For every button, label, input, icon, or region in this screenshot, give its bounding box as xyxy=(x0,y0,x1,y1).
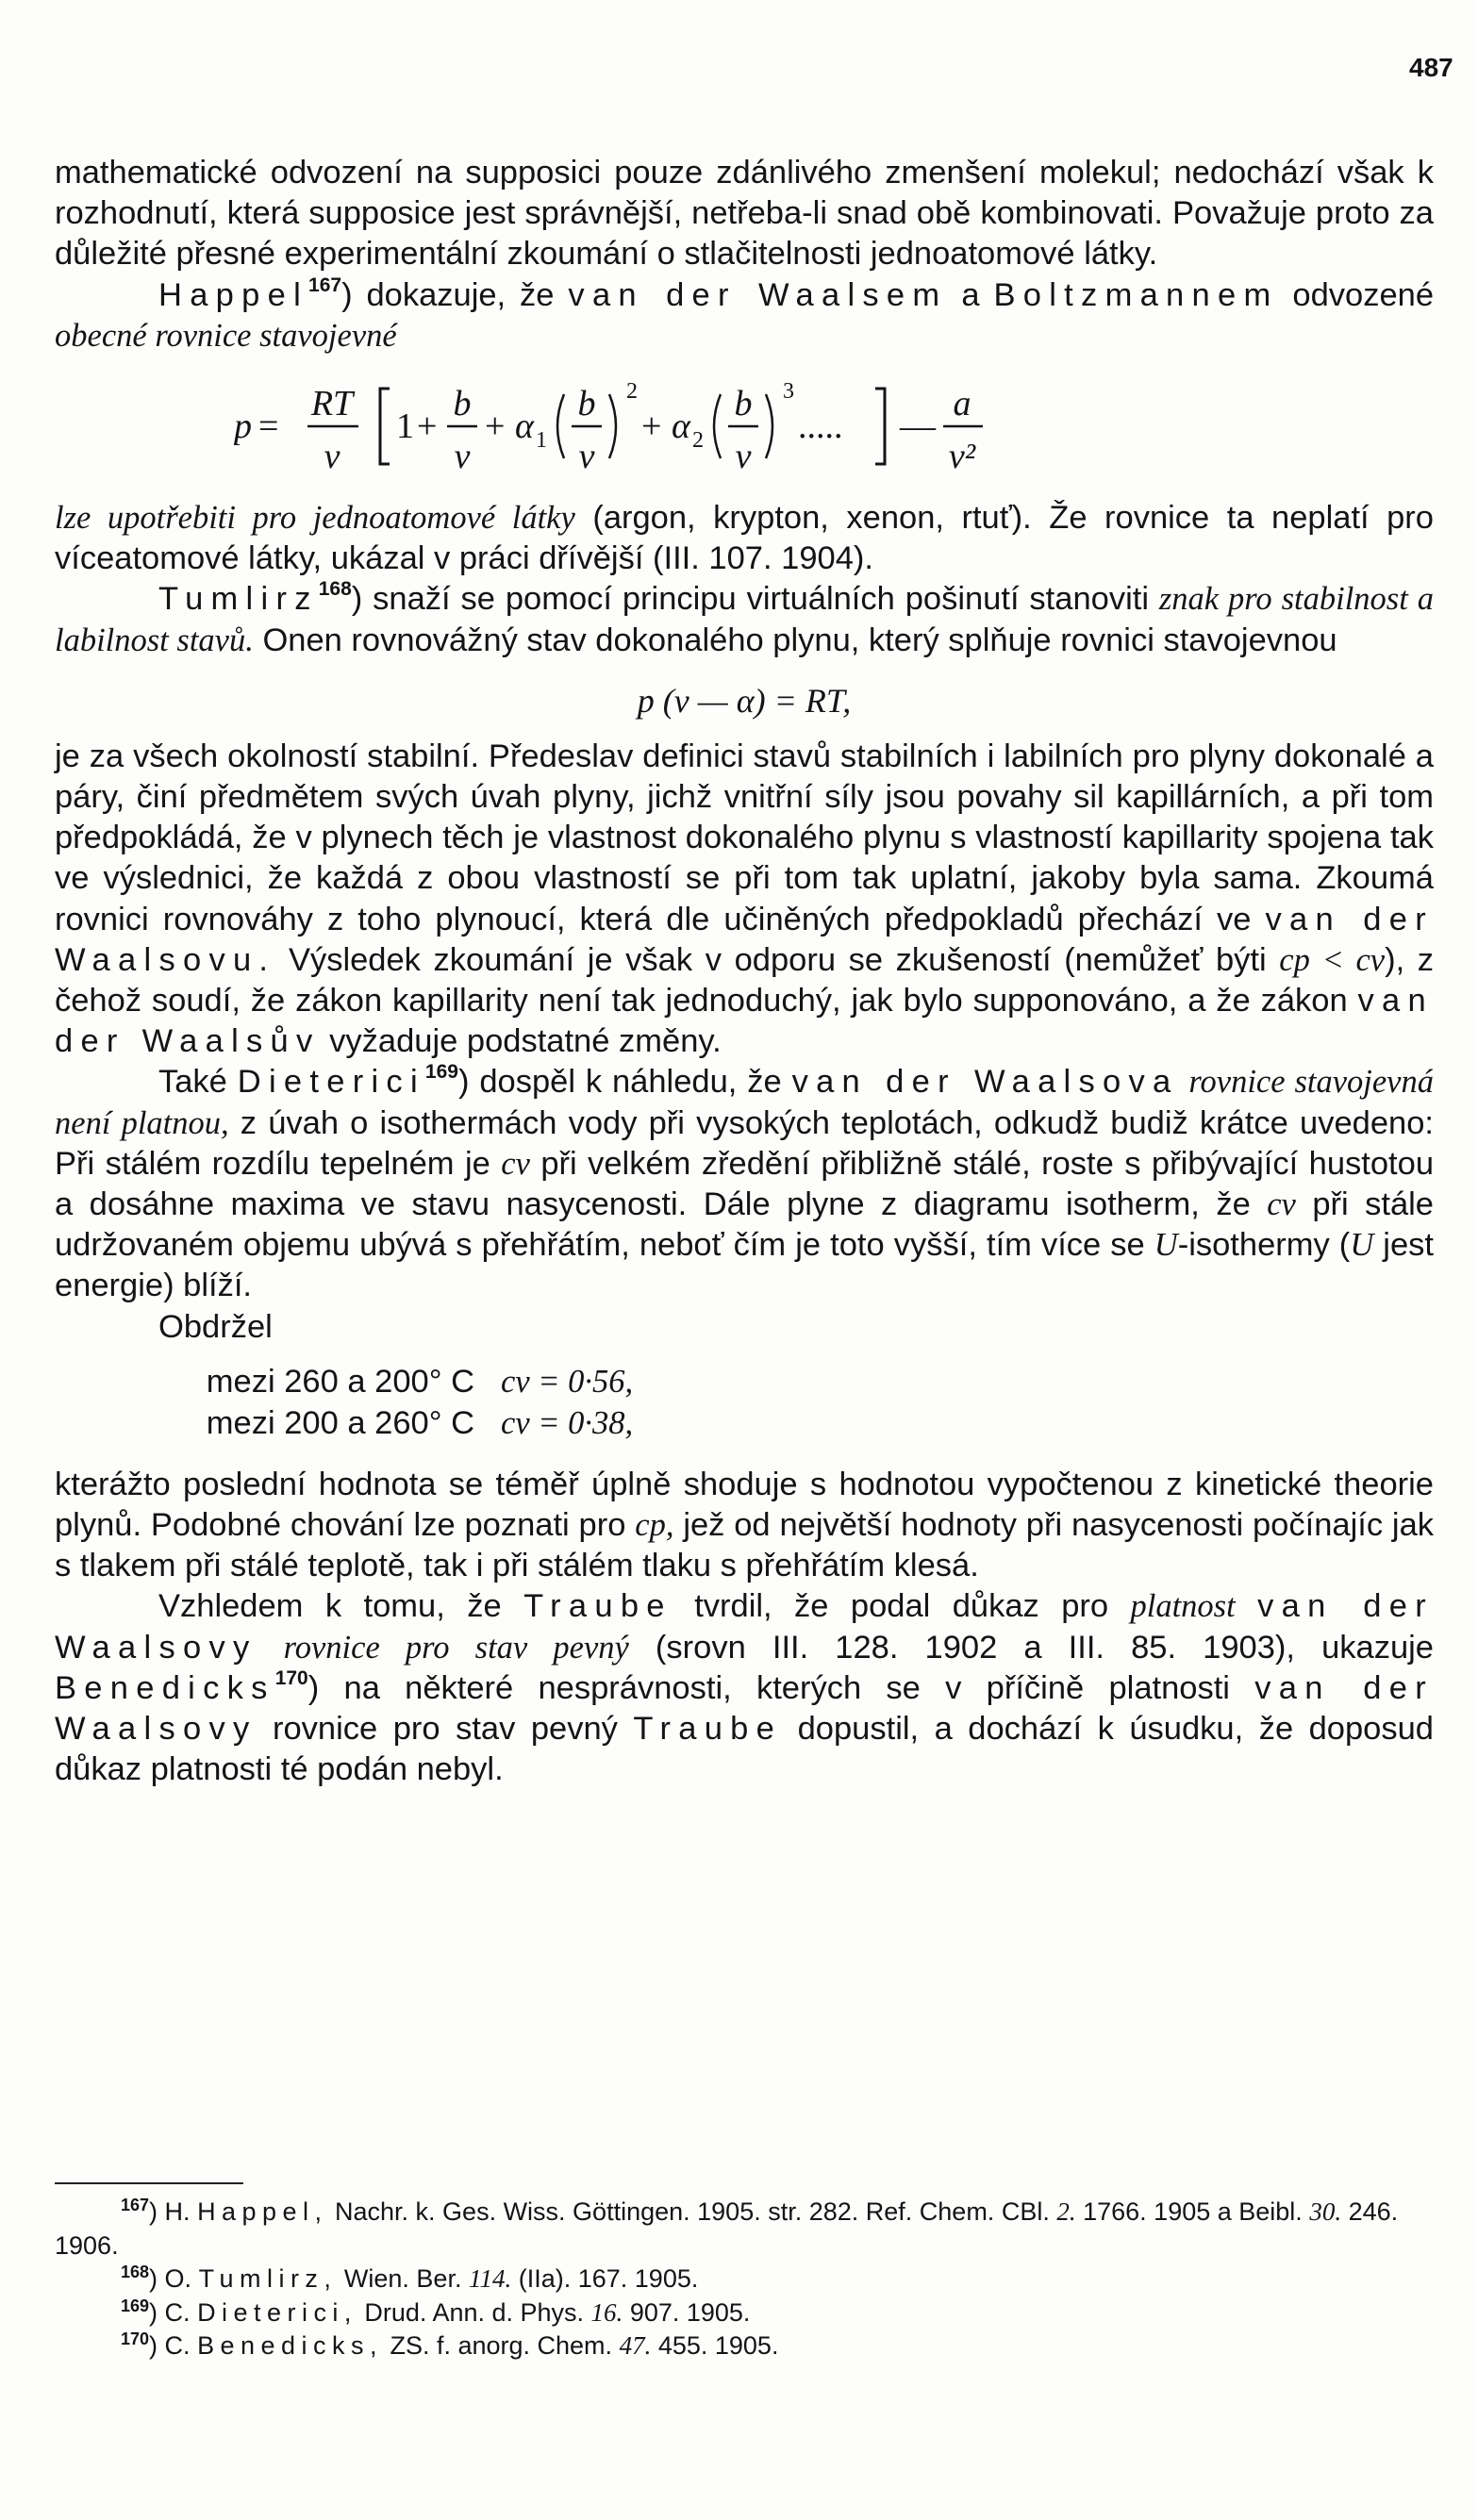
eq-alpha-2: α xyxy=(672,406,690,447)
paragraph-7: kterážto poslední hodnota se téměř úplně shoduje s hodnotou vypočtenou z kinetické theorie plynů. Podobné chování lze poznati pro cp, jež od největší hodnoty při nasycenosti počínajíc jak s tlakem při stálé teplotě, tak i při stálém tlaku s přehřátím klesá. xyxy=(55,1466,1435,1584)
author-happel: Happel xyxy=(158,276,309,313)
footnote-169: $^{169}$) C. Dieterici, Drud. Ann. d. Phys. 16. 907. 1905. xyxy=(121,2296,751,2327)
eq-v-4: v xyxy=(735,437,752,477)
ref-168: 168 xyxy=(318,578,352,601)
eq-v-1: v xyxy=(324,437,340,477)
inequality-cp-cv: cp < cv xyxy=(1279,941,1386,978)
author-van-der-waals: van der Waalsem xyxy=(568,276,948,313)
emphasis-platnost: platnost xyxy=(1130,1588,1236,1625)
equation-state xyxy=(55,356,1434,498)
eq-v-squared: v² xyxy=(948,437,976,477)
eq-v-3: v xyxy=(578,437,595,477)
eq-p: p xyxy=(234,406,252,447)
paragraph-3: lze upotřebiti pro jednoatomové látky (argon, krypton, xenon, rtuť). Že rovnice ta neplatí pro víceatomové látky, ukázal v práci dřívější (III. 107. 1904). xyxy=(55,500,1434,577)
author-boltzmann: Boltzmannem xyxy=(993,276,1279,313)
eq-sub-1: 1 xyxy=(536,428,547,454)
footnotes xyxy=(55,2196,1434,2363)
page-number: 487 xyxy=(1409,53,1453,82)
footnote-168: $^{168}$) O. Tumlirz, Wien. Ber. 114. (IIa). 167. 1905. xyxy=(121,2263,699,2293)
eq-rt: RT xyxy=(310,384,354,424)
eq-sub-2: 2 xyxy=(692,428,704,454)
paragraph-6: Také Dieterici$^{169}$) dospěl k náhledu, že van der Waalsova rovnice stavojevná není platnou, z úvah o isothermách vody při vysokých teplotách, odkudž budiž krátce uvedeno: Při stálém rozdílu tepelném je cv při velkém zředění přibližně stálé, roste s přibývající hustotou a dosáhne maxima ve stavu nasycenosti. Dále plyne z diagramu isotherm, že cv při stále udržovaném objemu ubývá s přehřátím, neboť čím je toto vyšší, tím více se U-isothermy (U jest energie) blíží. xyxy=(55,1061,1435,1304)
equation-ideal-gas: p (v — α) = RT, xyxy=(637,681,852,720)
eq-v-2: v xyxy=(454,437,471,477)
emphasis-obecne-rovnice: obecné rovnice stavojevné xyxy=(55,317,397,354)
measurement-range: mezi 260 a 200° C xyxy=(206,1363,474,1400)
emphasis-znak: znak pro stabilnost a labilnost stavů. xyxy=(55,581,1434,658)
measurement-value: cv = 0·56, xyxy=(501,1363,634,1400)
footnote-167: $^{167}$) H. Happel, Nachr. k. Ges. Wiss. Göttingen. 1905. str. 282. Ref. Chem. CBl. 2. 1766. 1905 a Beibl. 30. 246. 1906. xyxy=(55,2196,1399,2260)
measurement-row xyxy=(55,1402,1434,1444)
measurement-range: mezi 200 a 260° C xyxy=(206,1404,474,1441)
symbol-cp: cp, xyxy=(635,1507,674,1544)
emphasis-rovnice-pevny: rovnice pro stav pevný xyxy=(283,1629,629,1666)
eq-exp-3: 3 xyxy=(783,379,794,405)
emphasis-jednoatomove: lze upotřebiti pro jednoatomové látky xyxy=(55,500,575,537)
eq-plus-2: + xyxy=(485,406,506,447)
measurement-value: cv = 0·38, xyxy=(501,1404,634,1441)
eq-plus-1: + xyxy=(417,406,438,447)
author-dieterici: Dieterici xyxy=(237,1064,425,1101)
equation-svg xyxy=(234,368,1328,490)
symbol-cv-2: cv xyxy=(1267,1186,1296,1223)
eq-minus: — xyxy=(900,406,936,447)
eq-a: a xyxy=(953,384,971,424)
eq-paren-open-1 xyxy=(557,394,564,458)
eq-paren-close-1 xyxy=(609,394,616,458)
eq-bracket-left xyxy=(380,389,390,464)
eq-b-1: b xyxy=(453,384,472,424)
author-van-der-waals-3: van der Waalsův xyxy=(55,983,1434,1060)
author-van-der-waals-6: van der Waalsovy xyxy=(55,1669,1434,1748)
eq-bracket-right xyxy=(875,389,885,464)
obdrzel-line: Obdržel xyxy=(158,1308,273,1345)
emphasis-rovnice-neni-platnou: rovnice stavojevná není platnou, xyxy=(55,1064,1434,1141)
ref-167: 167 xyxy=(308,274,342,296)
author-traube: Traube xyxy=(523,1588,673,1625)
measurement-row xyxy=(55,1361,1434,1402)
paragraph-5: je za všech okolností stabilní. Předeslav definici stavů stabilních i labilních pro plyny dokonalé a páry, činí předmětem svých úvah plyny, jichž vnitřní síly jsou povahy sil kapillárních, a při tom předpokládá, že v plynech těch je vlastnost dokonalého plynu s vlastností kapillarity spojena tak ve výslednici, že každá z obou vlastností se při tom tak uplatní, jakoby byla sama. Zkoumá rovnici rovnováhy z toho plynoucí, která dle učiněných předpokladů přechází ve van der Waalsovu. Výsledek zkoumání je však v odporu se zkušeností (nemůžeť býti cp < cv), z čehož soudí, že zákon kapillarity není tak jednoduchý, jak bylo supponováno, a že zákon van der Waalsův vyžaduje podstatné změny. xyxy=(55,738,1435,1060)
author-van-der-waals-5: van der Waalsovy xyxy=(55,1588,1434,1666)
eq-exp-2: 2 xyxy=(626,379,638,405)
symbol-cv-1: cv xyxy=(501,1145,530,1182)
eq-paren-open-2 xyxy=(714,394,721,458)
author-van-der-waals-2: van der Waalsovu. xyxy=(55,901,1434,978)
eq-equals: = xyxy=(258,406,279,447)
symbol-u-2: U xyxy=(1350,1227,1374,1264)
author-benedicks: Benedicks xyxy=(55,1669,275,1706)
eq-alpha-1: α xyxy=(515,406,534,447)
author-tumlirz: Tumlirz xyxy=(158,581,319,618)
footnote-170: $^{170}$) C. Benedicks, ZS. f. anorg. Chem. 47. 455. 1905. xyxy=(121,2329,779,2360)
ref-169: 169 xyxy=(424,1061,458,1084)
main-text xyxy=(55,153,1434,1791)
author-traube-2: Traube xyxy=(633,1711,783,1748)
eq-b-2: b xyxy=(577,384,596,424)
eq-one: 1 xyxy=(396,406,414,447)
ref-170: 170 xyxy=(274,1666,308,1689)
eq-plus-3: + xyxy=(641,406,662,447)
author-van-der-waals-4: van der Waalsova xyxy=(791,1064,1179,1101)
paragraph-8: Vzhledem k tomu, že Traube tvrdil, že podal důkaz pro platnost van der Waalsovy rovnice pro stav pevný (srovn III. 128. 1902 a III. 85. 1903), ukazuje Benedicks$^{170}$) na některé nesprávnosti, kterých se v příčině platnosti van der Waalsovy rovnice pro stav pevný Traube dopustil, a dochází k úsudku, že doposud důkaz platnosti té podán nebyl. xyxy=(55,1588,1434,1788)
paragraph-2: Happel$^{167}$) dokazuje, že van der Waalsem a Boltzmannem odvozené obecné rovnice stavojevné xyxy=(55,274,1435,354)
eq-dots: ..... xyxy=(798,406,843,447)
measurement-list xyxy=(55,1361,1434,1444)
paragraph-1: mathematické odvození na supposici pouze zdánlivého zmenšení molekul; nedochází však k rozhodnutí, která supposice jest správnější, netřeba-li snad obě kombinovati. Považuje proto za důležité přesné experimentální zkoumání o stlačitelnosti jednoatomové látky. xyxy=(55,155,1434,273)
eq-paren-close-2 xyxy=(766,394,772,458)
symbol-u-1: U xyxy=(1154,1227,1178,1264)
footnote-divider xyxy=(55,2182,243,2184)
paragraph-4: Tumlirz$^{168}$) snaží se pomocí principu virtuálních pošinutí stanoviti znak pro stabilnost a labilnost stavů. Onen rovnovážný stav dokonalého plynu, který splňuje rovnici stavojevnou xyxy=(55,578,1434,658)
eq-b-3: b xyxy=(734,384,753,424)
